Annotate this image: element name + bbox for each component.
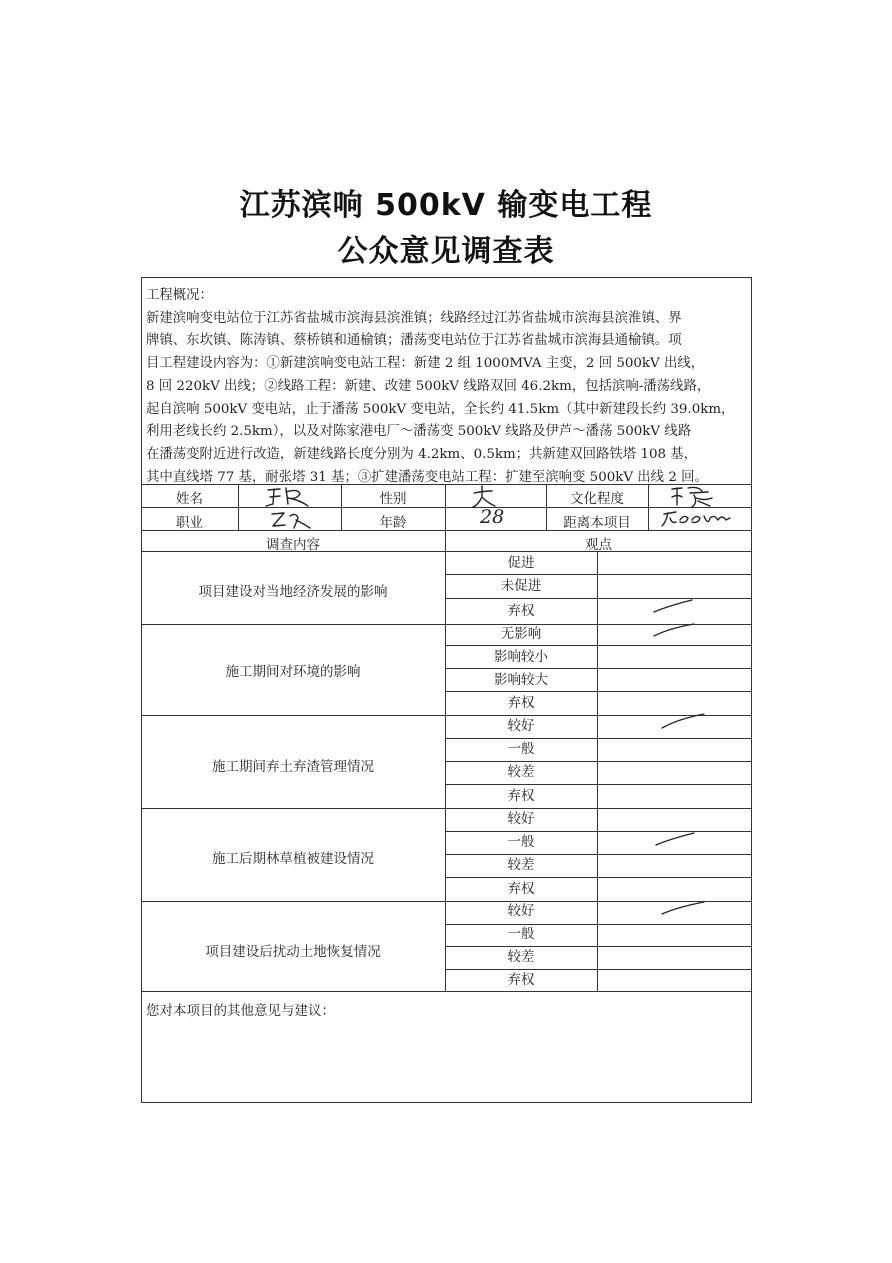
survey-option: 弃权 — [507, 788, 535, 804]
survey-option: 弃权 — [507, 881, 535, 897]
name-label: 姓名 — [176, 491, 203, 507]
occupation-handwriting — [268, 508, 314, 532]
document-title: 江苏滨响 500kV 输变电工程 — [239, 188, 653, 223]
survey-question: 施工期间对环境的影响 — [225, 664, 361, 680]
education-label: 文化程度 — [570, 491, 624, 507]
survey-option: 一般 — [507, 741, 535, 757]
distance-handwriting — [658, 506, 738, 530]
age-value: 28 — [480, 506, 505, 528]
overview-line: 8 回 220kV 出线；②线路工程：新建、改建 500kV 线路双回 46.2km，包括滨响-潘荡线路， — [146, 378, 711, 394]
survey-option: 影响较大 — [494, 672, 548, 688]
overview-line: 起自滨响 500kV 变电站，止于潘荡 500kV 变电站，全长约 41.5km（其中新建段长约 39.0km， — [146, 401, 735, 417]
document-subtitle: 公众意见调查表 — [337, 234, 555, 269]
overview-line: 利用老线长约 2.5km），以及对陈家港电厂～潘荡变 500kV 线路及伊芦～潘荡 500kV 线路 — [146, 424, 692, 440]
overview-line: 新建滨响变电站位于江苏省盐城市滨海县滨淮镇；线路经过江苏省盐城市滨海县滨淮镇、界 — [146, 310, 682, 326]
survey-option: 较好 — [507, 811, 535, 827]
survey-option: 较好 — [507, 718, 535, 734]
name-signature — [262, 484, 322, 510]
survey-question: 施工期间弃土弃渣管理情况 — [212, 759, 374, 775]
survey-option: 弃权 — [507, 603, 535, 619]
survey-option: 影响较小 — [494, 649, 548, 665]
survey-option: 促进 — [507, 555, 535, 571]
survey-question: 项目建设对当地经济发展的影响 — [198, 584, 388, 600]
overview-line: 在潘荡变附近进行改造，新建线路长度分别为 4.2km、0.5km；共新建双回路铁塔 108 基， — [146, 446, 698, 462]
survey-option: 无影响 — [500, 626, 542, 642]
survey-option: 较差 — [507, 764, 535, 780]
survey-option: 未促进 — [500, 578, 542, 594]
rule — [648, 484, 649, 530]
rule — [597, 551, 598, 991]
rule — [445, 598, 752, 599]
overview-line: 目工程建设内容为：①新建滨响变电站工程：新建 2 组 1000MVA 主变，2 回 500kV 出线， — [146, 356, 705, 372]
survey-question: 施工后期林草植被建设情况 — [212, 851, 374, 867]
overview-line: 其中直线塔 77 基，耐张塔 31 基；③扩建潘荡变电站工程：扩建至滨响变 500kV 出线 2 回。 — [146, 469, 708, 485]
checkmark-icon — [660, 713, 708, 729]
age-label: 年龄 — [379, 515, 407, 531]
survey-option: 较差 — [507, 949, 535, 965]
distance-label: 距离本项目 — [563, 515, 631, 531]
checkmark-icon — [652, 622, 700, 638]
occupation-label: 职业 — [176, 515, 203, 531]
checkmark-icon — [652, 598, 700, 614]
project-overview — [146, 285, 746, 489]
content-header: 调查内容 — [266, 537, 320, 553]
remarks-label: 您对本项目的其他意见与建议： — [146, 1003, 335, 1019]
survey-option: 一般 — [507, 926, 535, 942]
survey-option: 弃权 — [507, 972, 535, 988]
checkmark-icon — [654, 831, 702, 847]
opinion-header: 观点 — [585, 537, 612, 553]
overview-line: 工程概况： — [146, 288, 213, 303]
survey-question: 项目建设后扰动土地恢复情况 — [205, 944, 381, 960]
survey-option: 较好 — [507, 903, 535, 919]
checkmark-icon — [660, 900, 708, 916]
gender-label: 性别 — [379, 491, 407, 507]
rule — [445, 484, 446, 530]
survey-option: 弃权 — [507, 695, 535, 711]
rule — [141, 484, 752, 485]
survey-option: 较差 — [507, 857, 535, 873]
overview-line: 牌镇、东坎镇、陈涛镇、蔡桥镇和通榆镇；潘荡变电站位于江苏省盐城市滨海县通榆镇。项 — [146, 333, 682, 349]
rule — [238, 484, 239, 530]
survey-option: 一般 — [507, 834, 535, 850]
